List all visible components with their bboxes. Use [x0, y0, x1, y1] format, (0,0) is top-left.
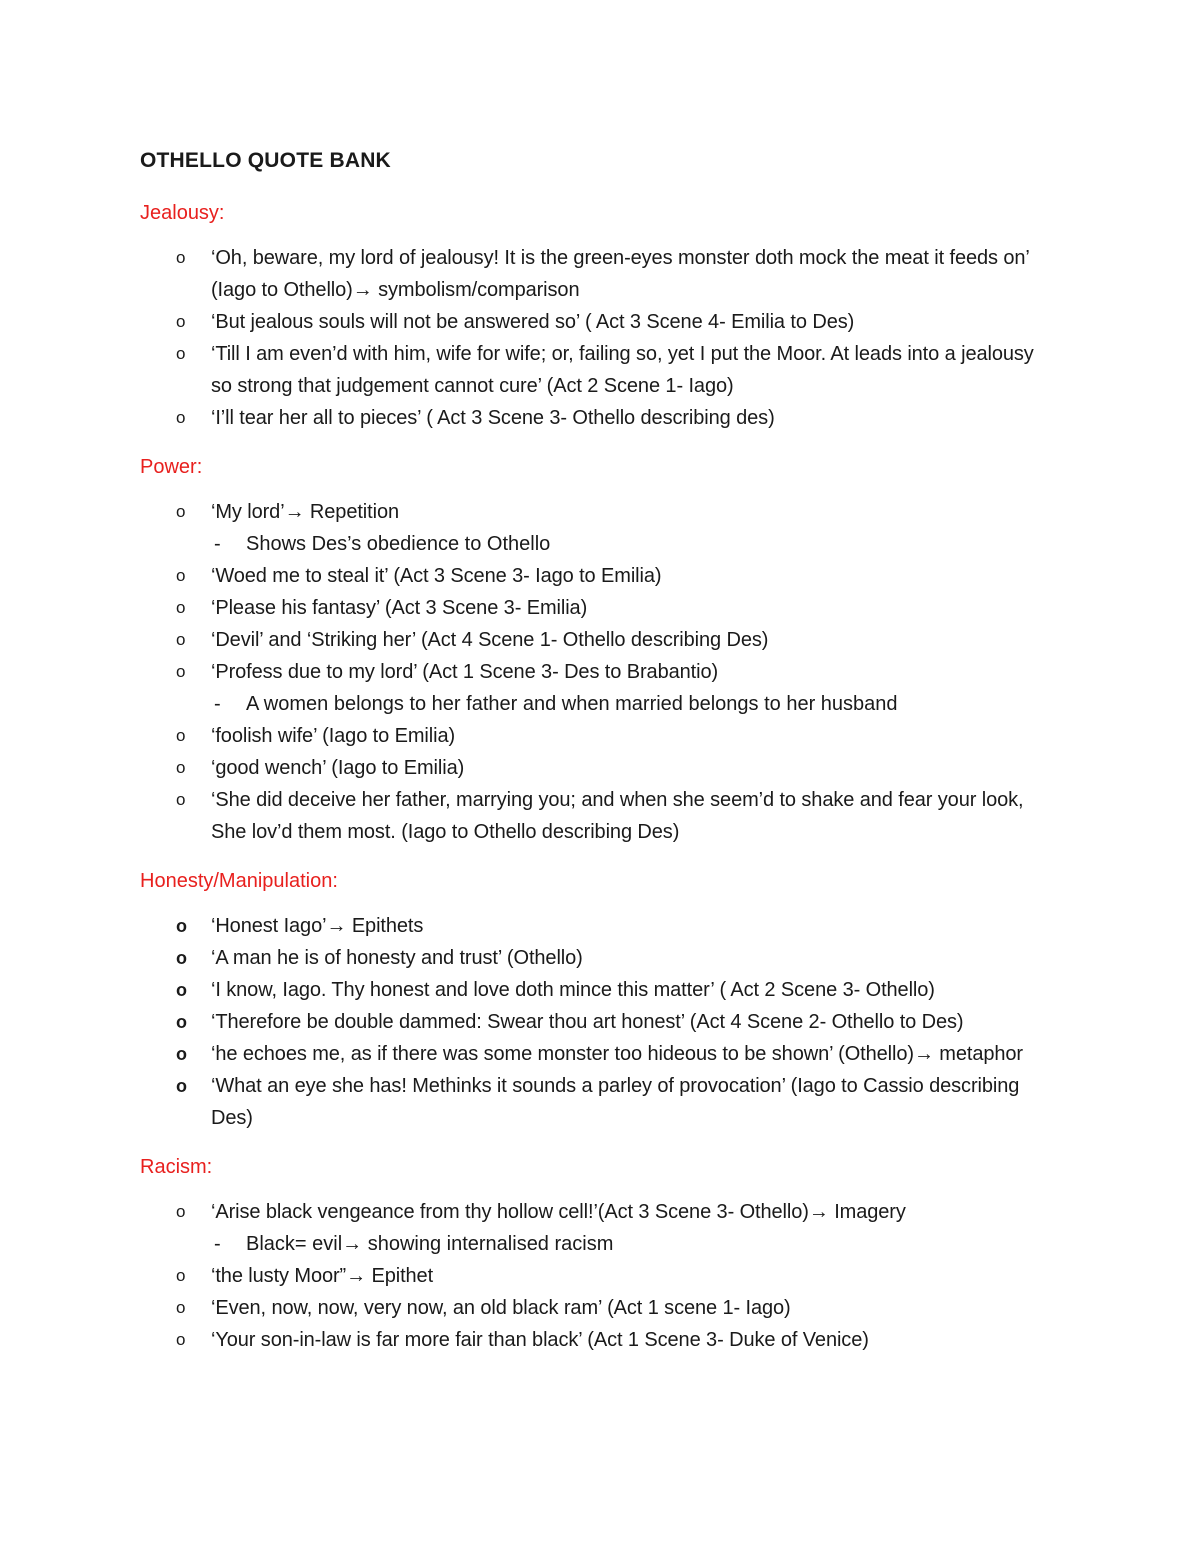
quote-text: ‘Your son-in-law is far more fair than black’ (Act 1 Scene 3- Duke of Venice) — [211, 1329, 869, 1351]
quote-text: ‘Honest Iago’ — [211, 915, 327, 937]
quote-item — [140, 1070, 1060, 1134]
bullet-icon: o — [176, 408, 186, 427]
quote-item — [140, 656, 1060, 688]
bullet-icon: o — [176, 790, 186, 809]
bullet-icon: o — [176, 1076, 187, 1096]
quote-text: ‘A man he is of honesty and trust’ (Othello) — [211, 947, 583, 969]
quote-item — [140, 1260, 1060, 1292]
section-heading: Racism: — [140, 1156, 213, 1178]
quote-text: ‘I’ll tear her all to pieces’ ( Act 3 Scene 3- Othello describing des) — [211, 407, 775, 429]
quote-item — [140, 1324, 1060, 1356]
arrow-icon: → — [808, 1201, 829, 1223]
quote-text: ‘Even, now, now, very now, an old black ram’ (Act 1 scene 1- Iago) — [211, 1297, 791, 1319]
quote-text: ‘Oh, beware, my lord of jealousy! It is the green-eyes monster doth mock the meat it feeds on’ (Iago to Othello) — [211, 247, 1030, 301]
quote-text: ‘She did deceive her father, marrying you; and when she seem’d to shake and fear your look, She lov’d them most. (Iago to Othello describing Des) — [211, 789, 1024, 843]
bullet-icon: o — [176, 344, 186, 363]
quote-item — [140, 974, 1060, 1006]
quote-text: ‘I know, Iago. Thy honest and love doth mince this matter’ ( Act 2 Scene 3- Othello) — [211, 979, 935, 1001]
arrow-icon: → — [913, 1043, 934, 1065]
arrow-icon: → — [346, 1265, 367, 1287]
quote-text: ‘he echoes me, as if there was some monster too hideous to be shown’ (Othello) — [211, 1043, 914, 1065]
quote-text: ‘foolish wife’ (Iago to Emilia) — [211, 725, 456, 747]
quote-text: ‘Please his fantasy’ (Act 3 Scene 3- Emilia) — [211, 597, 588, 619]
sub-note-annotation: showing internalised racism — [362, 1233, 614, 1255]
bullet-icon: o — [176, 1202, 186, 1221]
quote-item — [140, 338, 1060, 402]
quote-item — [140, 306, 1060, 338]
bullet-icon: o — [176, 566, 186, 585]
sub-note-text: Black= evil — [246, 1233, 343, 1255]
bullet-icon: o — [176, 662, 186, 681]
quote-item — [140, 242, 1060, 306]
quote-text: ‘Arise black vengeance from thy hollow cell!’(Act 3 Scene 3- Othello) — [211, 1201, 809, 1223]
sub-note — [140, 688, 1060, 720]
bullet-icon: o — [176, 980, 187, 1000]
quote-item — [140, 1038, 1060, 1070]
quote-text: ‘What an eye she has! Methinks it sounds a parley of provocation’ (Iago to Cassio describing Des) — [211, 1075, 1020, 1129]
quote-item — [140, 402, 1060, 434]
dash-bullet: - — [214, 693, 221, 715]
arrow-icon: → — [326, 915, 347, 937]
quote-annotation: Epithet — [366, 1265, 434, 1287]
quote-text: ‘Woed me to steal it’ (Act 3 Scene 3- Iago to Emilia) — [211, 565, 662, 587]
bullet-icon: o — [176, 758, 186, 777]
dash-bullet: - — [214, 1233, 221, 1255]
bullet-icon: o — [176, 1298, 186, 1317]
sub-note-text: A women belongs to her father and when married belongs to her husband — [246, 693, 898, 715]
bullet-icon: o — [176, 312, 186, 331]
quote-item — [140, 752, 1060, 784]
quote-annotation: Epithets — [346, 915, 424, 937]
bullet-icon: o — [176, 1266, 186, 1285]
sub-note — [140, 528, 1060, 560]
bullet-icon: o — [176, 1330, 186, 1349]
quote-list — [140, 242, 1060, 434]
dash-bullet: - — [214, 533, 221, 555]
document-title: OTHELLO QUOTE BANK — [140, 149, 391, 172]
arrow-icon: → — [342, 1233, 363, 1255]
document-body — [140, 146, 1060, 1374]
quote-item — [140, 910, 1060, 942]
bullet-icon: o — [176, 948, 187, 968]
sub-note-text: Shows Des’s obedience to Othello — [246, 533, 551, 555]
quote-item — [140, 1292, 1060, 1324]
quote-text: ‘the lusty Moor” — [211, 1265, 347, 1287]
section-heading: Jealousy: — [140, 202, 225, 224]
quote-text: ‘Till I am even’d with him, wife for wife; or, failing so, yet I put the Moor. At leads into a jealousy so strong that judgement cannot cure’ (Act 2 Scene 1- Iago) — [211, 343, 1034, 397]
quote-annotation: Repetition — [304, 501, 399, 523]
quote-list — [140, 910, 1060, 1134]
quote-text: ‘Devil’ and ‘Striking her’ (Act 4 Scene 1- Othello describing Des) — [211, 629, 769, 651]
quote-annotation: Imagery — [828, 1201, 906, 1223]
quote-text: ‘My lord’ — [211, 501, 285, 523]
quote-text: ‘But jealous souls will not be answered so’ ( Act 3 Scene 4- Emilia to Des) — [211, 311, 855, 333]
bullet-icon: o — [176, 726, 186, 745]
quote-annotation: metaphor — [933, 1043, 1023, 1065]
bullet-icon: o — [176, 598, 186, 617]
quote-item — [140, 784, 1060, 848]
quote-item — [140, 592, 1060, 624]
arrow-icon: → — [284, 501, 305, 523]
bullet-icon: o — [176, 248, 186, 267]
section-heading: Honesty/Manipulation: — [140, 870, 338, 892]
quote-annotation: symbolism/comparison — [372, 279, 580, 301]
section-heading: Power: — [140, 456, 203, 478]
quote-item — [140, 1006, 1060, 1038]
bullet-icon: o — [176, 630, 186, 649]
bullet-icon: o — [176, 916, 187, 936]
quote-item — [140, 1196, 1060, 1228]
quote-item — [140, 942, 1060, 974]
bullet-icon: o — [176, 1012, 187, 1032]
quote-text: ‘Therefore be double dammed: Swear thou art honest’ (Act 4 Scene 2- Othello to Des) — [211, 1011, 964, 1033]
quote-item — [140, 720, 1060, 752]
quote-list — [140, 496, 1060, 848]
bullet-icon: o — [176, 502, 186, 521]
quote-text: ‘good wench’ (Iago to Emilia) — [211, 757, 465, 779]
bullet-icon: o — [176, 1044, 187, 1064]
sections-container — [140, 198, 1060, 1356]
arrow-icon: → — [352, 279, 373, 301]
quote-item — [140, 560, 1060, 592]
sub-note — [140, 1228, 1060, 1260]
quote-item — [140, 624, 1060, 656]
quote-item — [140, 496, 1060, 528]
quote-list — [140, 1196, 1060, 1356]
quote-text: ‘Profess due to my lord’ (Act 1 Scene 3- Des to Brabantio) — [211, 661, 719, 683]
